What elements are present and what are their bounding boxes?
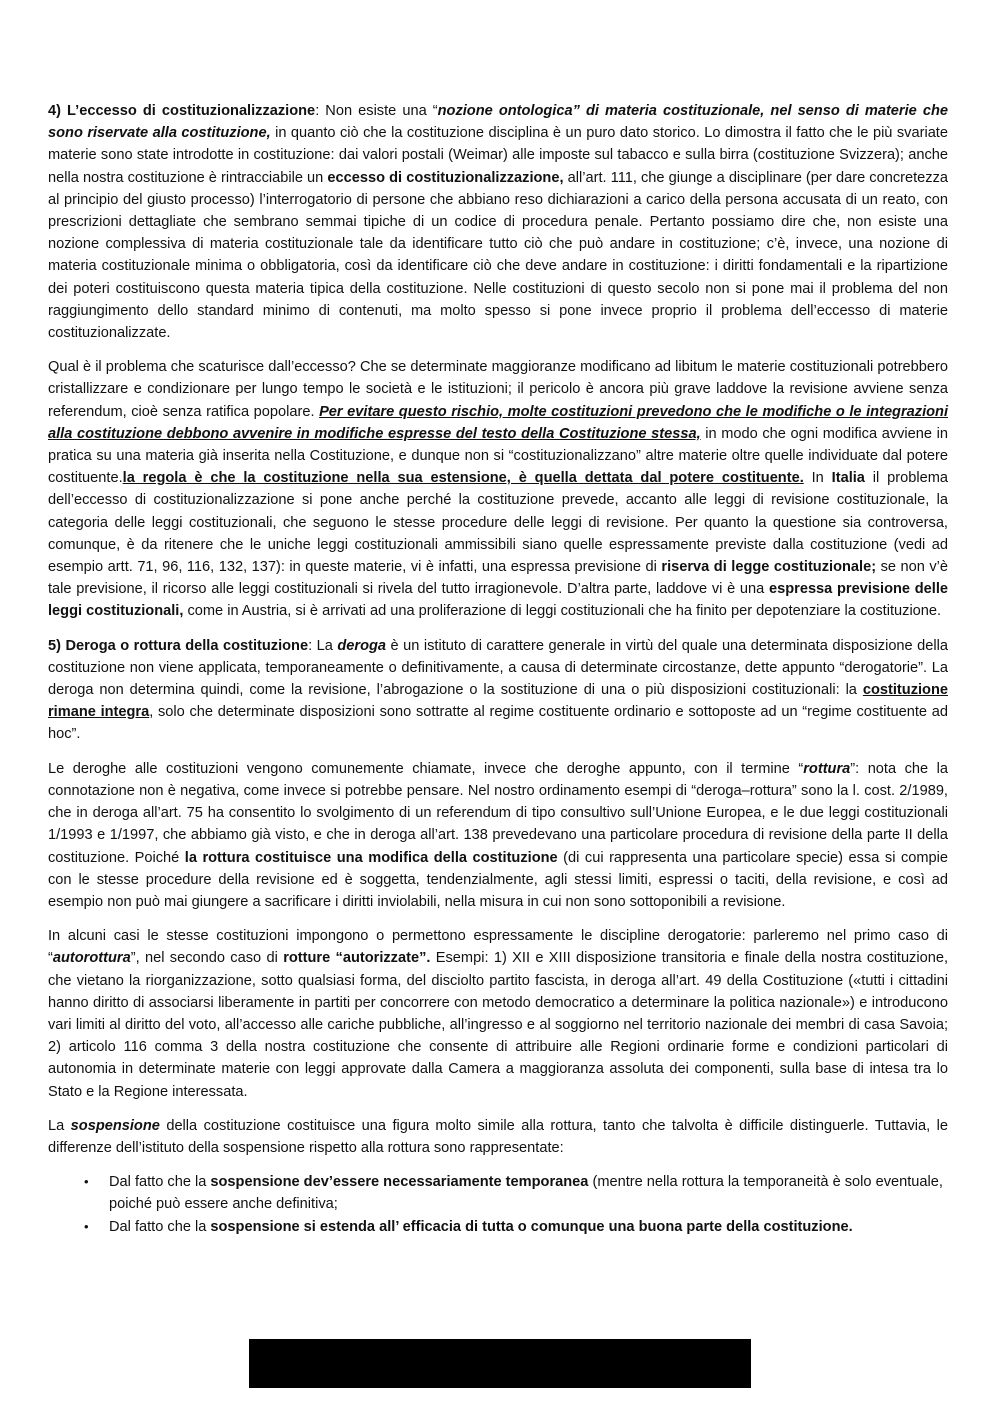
emphasis-evitare-rischio: Per evitare questo rischio, molte costituzioni prevedono che le modifiche o le integrazioni alla costituzione debbono avvenire in modifiche espresse del testo della Costituzione stessa, <box>48 403 949 442</box>
emphasis-italia: Italia <box>831 470 865 487</box>
emphasis-rotture-autorizzate: rotture “autorizzate”. <box>283 950 431 967</box>
paragraph-autorottura: In alcuni casi le stesse costituzioni impongono o permettono espressamente le discipline derogatorie: parleremo nel primo caso di “autorottura”, nel secondo caso di rotture “autorizzate”. Esempi: 1) XII e XIII disposizione transitoria e finale della nostra costituzione, che vietano la riorganizzazione, sotto qualsiasi forma, del disciolto partito fascista, in deroga all’art. 49 della Costituzione («tutti i cittadini hanno diritto di associarsi liberamente in partiti per concorrere con metodo democratico a determinare la politica nazionale») e introducono vari limiti al diritto del voto, all’accesso alle cariche pubbliche, all’ingresso e al soggiorno nel territorio nazionale dei membri di casa Savoia; 2) articolo 116 comma 3 della nostra costituzione che consente di attribuire alle Regioni ordinarie forme e condizioni particolari di autonomia in determinate materie con leggi approvate dalla Camera a maggioranza assoluta dei componenti, sulla base di intesa tra lo Stato e la Regione interessata. <box>48 928 949 1100</box>
bullet-icon: • <box>84 1218 89 1234</box>
emphasis-deroga: deroga <box>337 637 387 654</box>
paragraph-problema-eccesso: Qual è il problema che scaturisce dall’eccesso? Che se determinate maggioranze modificano ad libitum le materie costituzionali potrebbero cristallizzare e condizionare per lungo tempo le società e le istituzioni; il pericolo è ancora più grave laddove la revisione avviene senza referendum, cioè senza ratifica popolare. Per evitare questo rischio, molte costituzioni prevedono che le modifiche o le integrazioni alla costituzione debbono avvenire in modifiche espresse del testo della Costituzione stessa, in modo che ogni modifica avviene in pratica su una materia già inserita nella Costituzione, e dunque non si “costituzionalizzano” altre materie oltre quelle individuate dal potere costituente.la regola è che la costituzione nella sua estensione, è quella dettata dal potere costituente. In Italia il problema dell’eccesso di costituzionalizzazione si pone anche perché la costituzione prevede, accanto alle leggi di revisione costituzionale, la categoria delle leggi costituzionali, che seguono le stesse procedure delle leggi di revisione. Per quanto la questione sia controversa, comunque, è da ritenere che le uniche leggi costituzionali ammissibili siano quelle espressamente previste dalla costituzione (vedi ad esempio artt. 71, 96, 116, 132, 137): in queste materie, vi è infatti, una espressa previsione di riserva di legge costituzionale; se non v’è tale previsione, il ricorso alle leggi costituzionali si rivela del tutto irragionevole. D’altra parte, laddove vi è una espressa previsione delle leggi costituzionali, come in Austria, si è arrivati ad una proliferazione di leggi costituzionali che ha finito per depotenziare la costituzione. <box>48 359 949 620</box>
emphasis-riserva-legge: riserva di legge costituzionale; <box>661 559 877 576</box>
paragraph-deroga-rottura: 5) Deroga o rottura della costituzione: La deroga è un istituto di carattere generale in virtù del quale una determinata disposizione della costituzione non viene applicata, temporaneamente o definitivamente, a causa di determinate circostanze, dette appunto “derogatorie”. La deroga non determina quindi, come la revisione, l’abrogazione o la sostituzione di una o più disposizioni costituzionali: la costituzione rimane integra, solo che determinate disposizioni sono sottratte al regime costituente ordinario e sottoposte ad un “regime costituente ad hoc”. <box>48 637 949 743</box>
emphasis-regola-estensione: la regola è che la costituzione nella sua estensione, è quella dettata dal potere costituente. <box>122 470 804 487</box>
emphasis-espressa-previsione: espressa previsione delle leggi costituzionali, <box>48 581 948 620</box>
emphasis-rottura: rottura <box>803 760 851 777</box>
emphasis-eccesso: eccesso di costituzionalizzazione, <box>327 169 564 186</box>
emphasis-sospensione: sospensione <box>70 1117 160 1134</box>
paragraph-eccesso-costituzionalizzazione: 4) L’eccesso di costituzionalizzazione: Non esiste una “nozione ontologica” di materia costituzionale, nel senso di materie che sono riservate alla costituzione, in quanto ciò che la costituzione disciplina è un puro dato storico. Lo dimostra il fatto che le più svariate materie sono state introdotte in costituzione: dai valori postali (Weimar) alle imposte sul tabacco e sulla birra (costituzione Svizzera); anche nella nostra costituzione è rintracciabile un eccesso di costituzionalizzazione, all’art. 111, che giunge a disciplinare (per dare concretezza al principio del giusto processo) l’interrogatorio di persone che abbiano reso dichiarazioni a carico della persona accusata di un reato, con prescrizioni dettagliate che sembrano semmai tipiche di un codice di procedura penale. Pertanto possiamo dire che, non esiste una nozione complessiva di materia costituzionale tale da identificare tutto ciò che può andare in costituzione; c’è, invece, una nozione di materia costituzionale minima o obbligatoria, così da identificare ciò che deve andare in costituzione: i diritti fondamentali e la ripartizione dei poteri costituiscono questa materia tipica della costituzione. Nelle costituzioni di questo secolo non si pone mai il problema del non raggiungimento dello standard minimo di contenuti, ma molto spesso si pone invece proprio il problema dell’eccesso di materie costituzionalizzate. <box>48 103 948 342</box>
section-heading-4: 4) L’eccesso di costituzionalizzazione <box>48 103 316 119</box>
list-item: • Dal fatto che la sospensione si estenda all’ efficacia di tutta o comunque una buona parte della costituzione. <box>48 1216 948 1238</box>
emphasis-autorottura: autorottura <box>52 950 131 967</box>
emphasis-costituzione-integra: costituzione rimane integra <box>48 682 948 721</box>
paragraph-sospensione: La sospensione della costituzione costituisce una figura molto simile alla rottura, tanto che talvolta è difficile distinguerle. Tuttavia, le differenze dell’istituto della sospensione rispetto alla rottura sono rappresentate: <box>48 1117 948 1156</box>
bullet-icon: • <box>84 1174 89 1190</box>
section-heading-5: 5) Deroga o rottura della costituzione <box>48 637 309 654</box>
emphasis-nozione-ontologica: nozione ontologica” di materia costituzionale, nel senso di materie che sono riservate alla costituzione, <box>48 103 948 142</box>
differences-list <box>48 1171 948 1238</box>
redaction-box <box>249 1339 751 1388</box>
list-item: • Dal fatto che la sospensione dev’essere necessariamente temporanea (mentre nella rottura la temporaneità è solo eventuale, poiché può essere anche definitiva; <box>48 1171 948 1215</box>
emphasis-rottura-modifica: la rottura costituisce una modifica della costituzione <box>184 849 558 866</box>
paragraph-rottura: Le deroghe alle costituzioni vengono comunemente chiamate, invece che deroghe appunto, con il termine “rottura”: nota che la connotazione non è negativa, come invece si potrebbe pensare. Nel nostro ordinamento esempi di “deroga–rottura” sono la l. cost. 2/1989, che in deroga all’art. 75 ha consentito lo svolgimento di un referendum di tipo consultivo sull’Unione Europea, e le due leggi costituzionali 1/1993 e 1/1997, che abbiamo già visto, e che in deroga all’art. 138 prevedevano una particolare procedura di revisione della parte II della costituzione. Poiché la rottura costituisce una modifica della costituzione (di cui rappresenta una particolare specie) essa si compie con le stesse procedure della revisione ed è soggetta, tendenzialmente, agli stessi limiti, espressi o taciti, della revisione, e così ad esempio non può mai giungere a sacrificare i diritti inviolabili, nella misura in cui non sono sottoponibili a revisione. <box>48 760 949 910</box>
